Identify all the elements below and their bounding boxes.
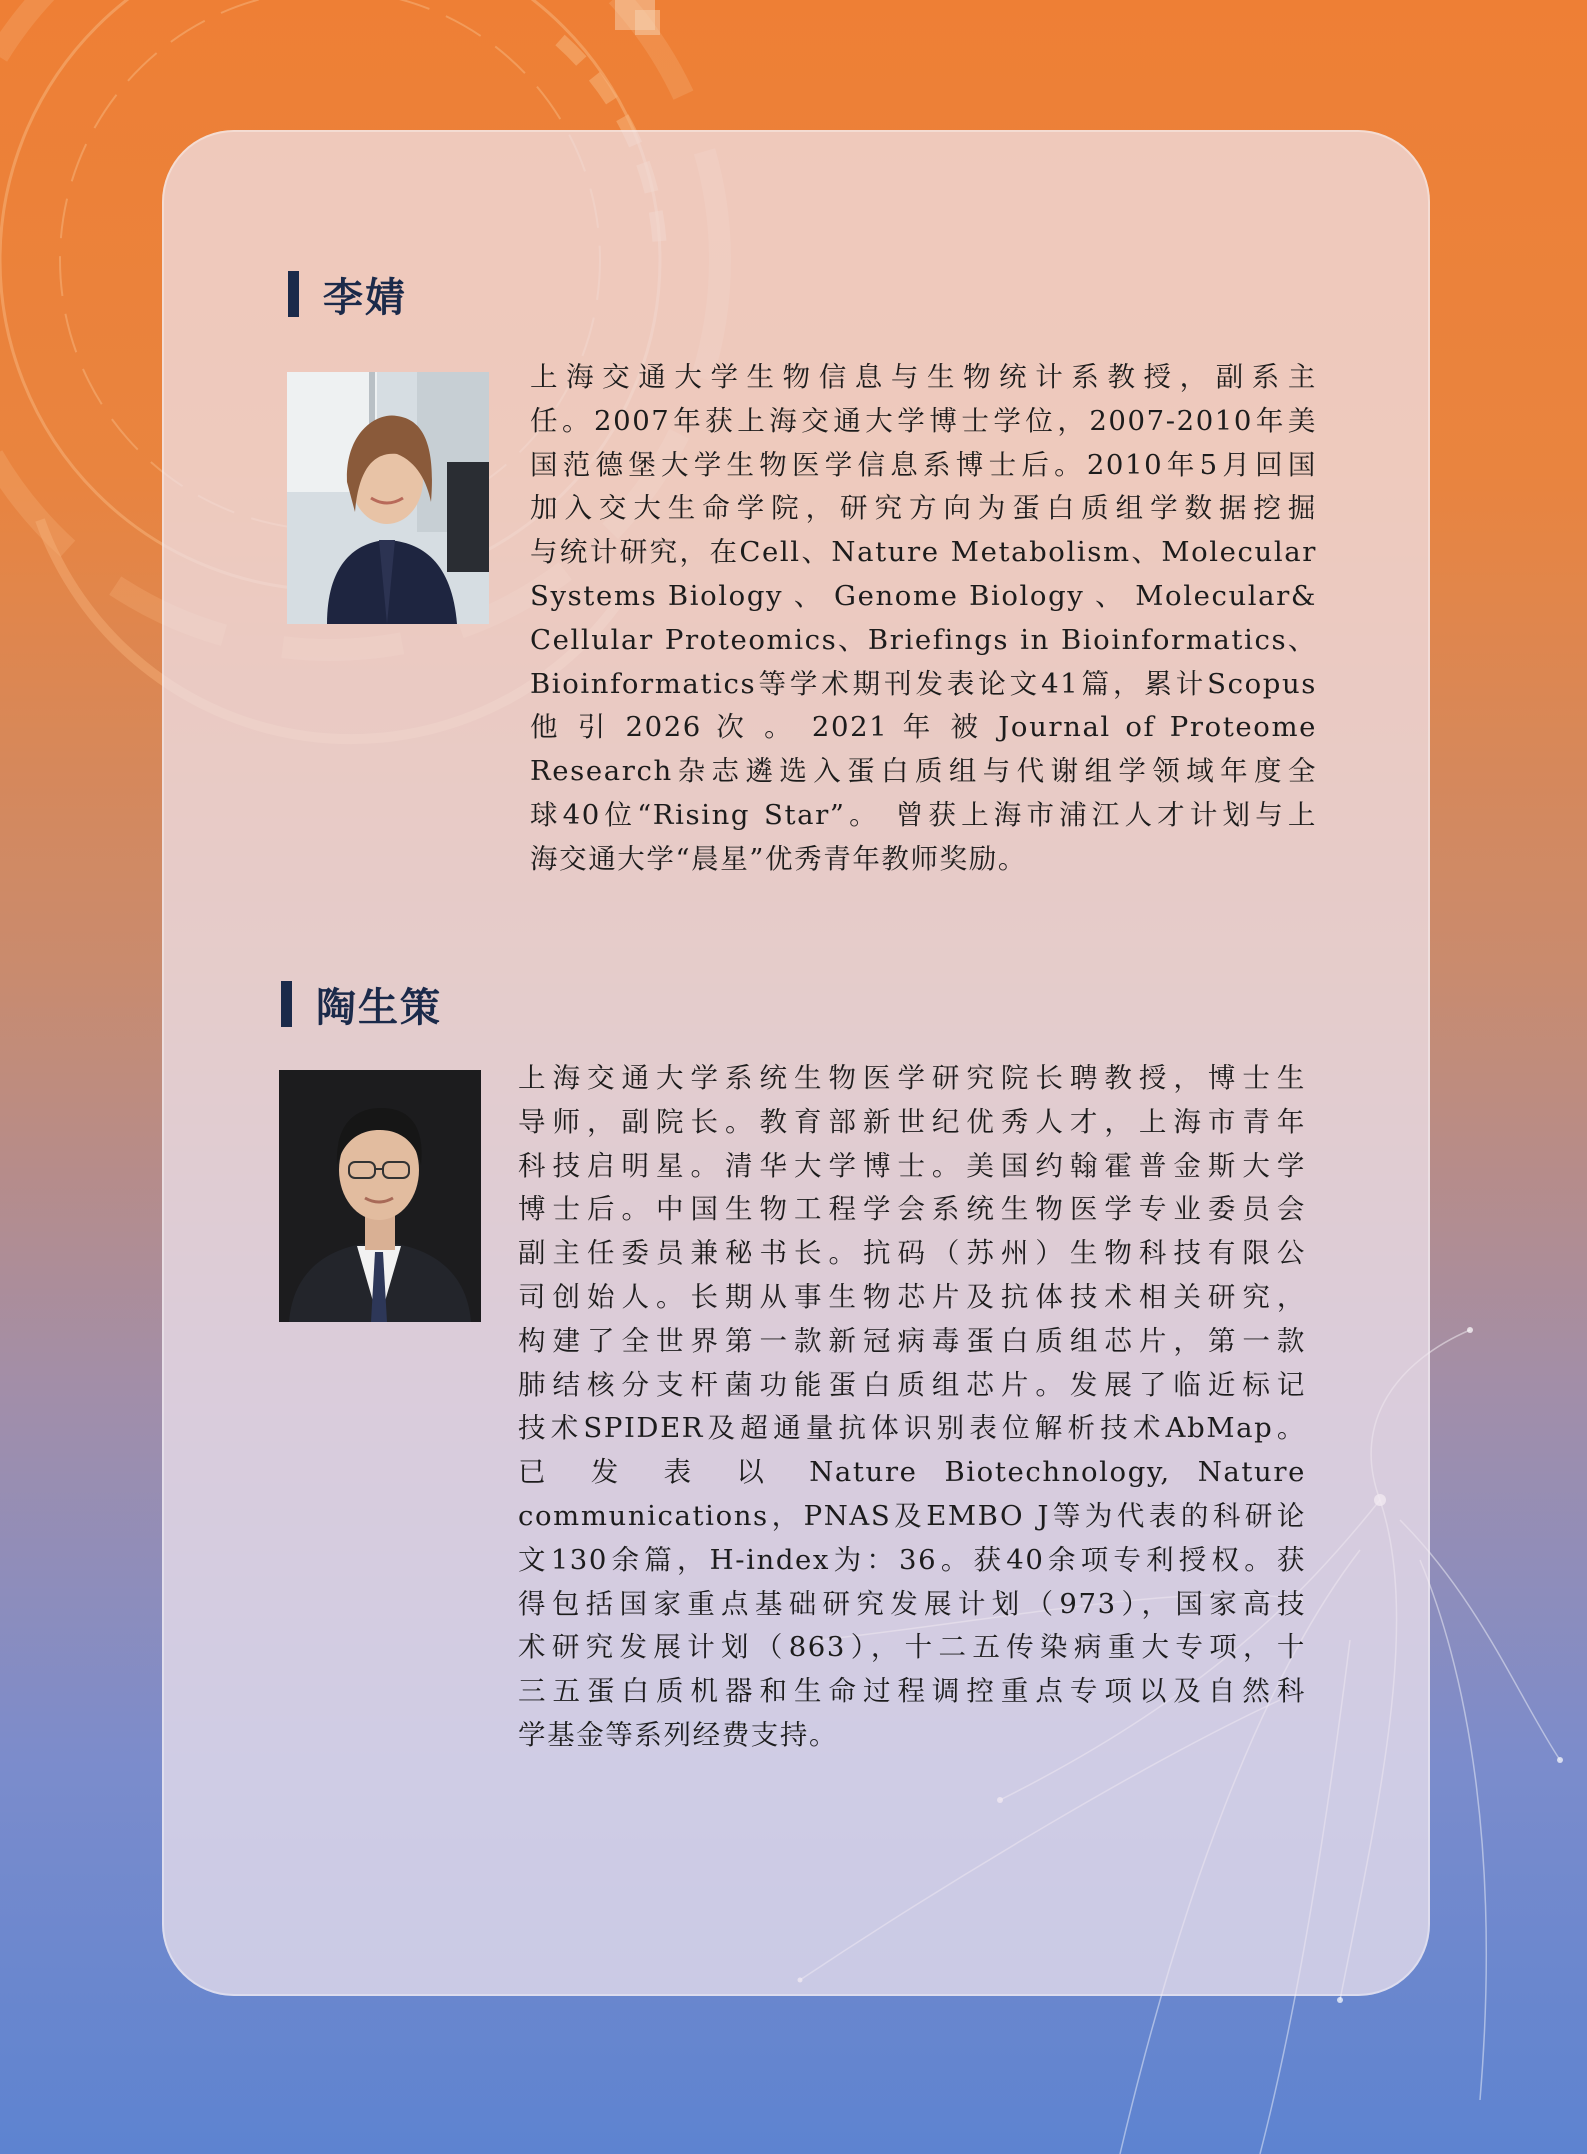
bio-line: 副主任委员兼秘书长。抗码（苏州）生物科技有限公 bbox=[518, 1237, 1306, 1270]
bio-line: 任。2007年获上海交通大学博士学位，2007-2010年美 bbox=[530, 404, 1317, 437]
bio-line: communications，PNAS及EMBO J等为代表的科研论 bbox=[518, 1499, 1306, 1532]
profile-name: 陶生策 bbox=[316, 984, 442, 1031]
bio-line: 上海交通大学系统生物医学研究院长聘教授，博士生 bbox=[518, 1062, 1306, 1094]
bio-line: 得包括国家重点基础研究发展计划（973），国家高技 bbox=[518, 1587, 1306, 1620]
heading-accent-bar bbox=[281, 981, 292, 1027]
bio-line: 上海交通大学生物信息与生物统计系教授，副系主 bbox=[530, 361, 1317, 393]
bio-line: 文130余篇，H-index为：36。获40余项专利授权。获 bbox=[518, 1543, 1306, 1576]
profile-name-heading bbox=[288, 268, 407, 320]
man-portrait-photo bbox=[279, 1070, 481, 1322]
bio-line: 科技启明星。清华大学博士。美国约翰霍普金斯大学 bbox=[518, 1149, 1306, 1182]
bio-line: 与统计研究，在Cell、Nature Metabolism、Molecular bbox=[530, 536, 1317, 569]
bio-line: 球40位“Rising Star”。 曾获上海市浦江人才计划与上 bbox=[530, 798, 1317, 831]
bio-line: 学基金等系列经费支持。 bbox=[518, 1718, 839, 1751]
bio-line: Cellular Proteomics、Briefings in Bioinformatics、 bbox=[530, 623, 1317, 656]
bio-line: 技术SPIDER及超通量抗体识别表位解析技术AbMap。 bbox=[518, 1412, 1306, 1445]
woman-portrait-photo bbox=[287, 372, 489, 624]
bio-line: 导师，副院长。教育部新世纪优秀人才，上海市青年 bbox=[518, 1105, 1306, 1138]
bio-line: Research杂志遴选入蛋白质组与代谢组学领域年度全 bbox=[530, 755, 1317, 788]
heading-accent-bar bbox=[288, 271, 299, 317]
profile-name-heading bbox=[281, 978, 442, 1030]
bio-line: 三五蛋白质机器和生命过程调控重点专项以及自然科 bbox=[518, 1675, 1306, 1708]
profile-name: 李婧 bbox=[323, 274, 407, 321]
bio-line: 司创始人。长期从事生物芯片及抗体技术相关研究， bbox=[518, 1280, 1306, 1313]
bio-line: Systems Biology 、 Genome Biology 、 Molecular& bbox=[530, 579, 1317, 612]
bio-line: 加入交大生命学院，研究方向为蛋白质组学数据挖掘 bbox=[530, 492, 1317, 525]
profile-bio bbox=[530, 356, 1317, 882]
bio-line: 国范德堡大学生物医学信息系博士后。2010年5月回国 bbox=[530, 448, 1317, 481]
bio-line: 海交通大学“晨星”优秀青年教师奖励。 bbox=[530, 842, 1027, 875]
bio-line: 他 引 2026 次 。 2021 年 被 Journal of Proteome bbox=[530, 711, 1317, 744]
bio-line: 已 发 表 以 Nature Biotechnology, Nature bbox=[518, 1456, 1306, 1489]
bio-line: 肺结核分支杆菌功能蛋白质组芯片。发展了临近标记 bbox=[518, 1368, 1306, 1401]
bio-line: 博士后。中国生物工程学会系统生物医学专业委员会 bbox=[518, 1193, 1306, 1226]
bio-line: 构建了全世界第一款新冠病毒蛋白质组芯片，第一款 bbox=[518, 1324, 1306, 1357]
bio-line: 术研究发展计划（863），十二五传染病重大专项，十 bbox=[518, 1631, 1306, 1664]
bio-line: Bioinformatics等学术期刊发表论文41篇，累计Scopus bbox=[530, 667, 1317, 700]
profile-bio bbox=[518, 1057, 1306, 1758]
